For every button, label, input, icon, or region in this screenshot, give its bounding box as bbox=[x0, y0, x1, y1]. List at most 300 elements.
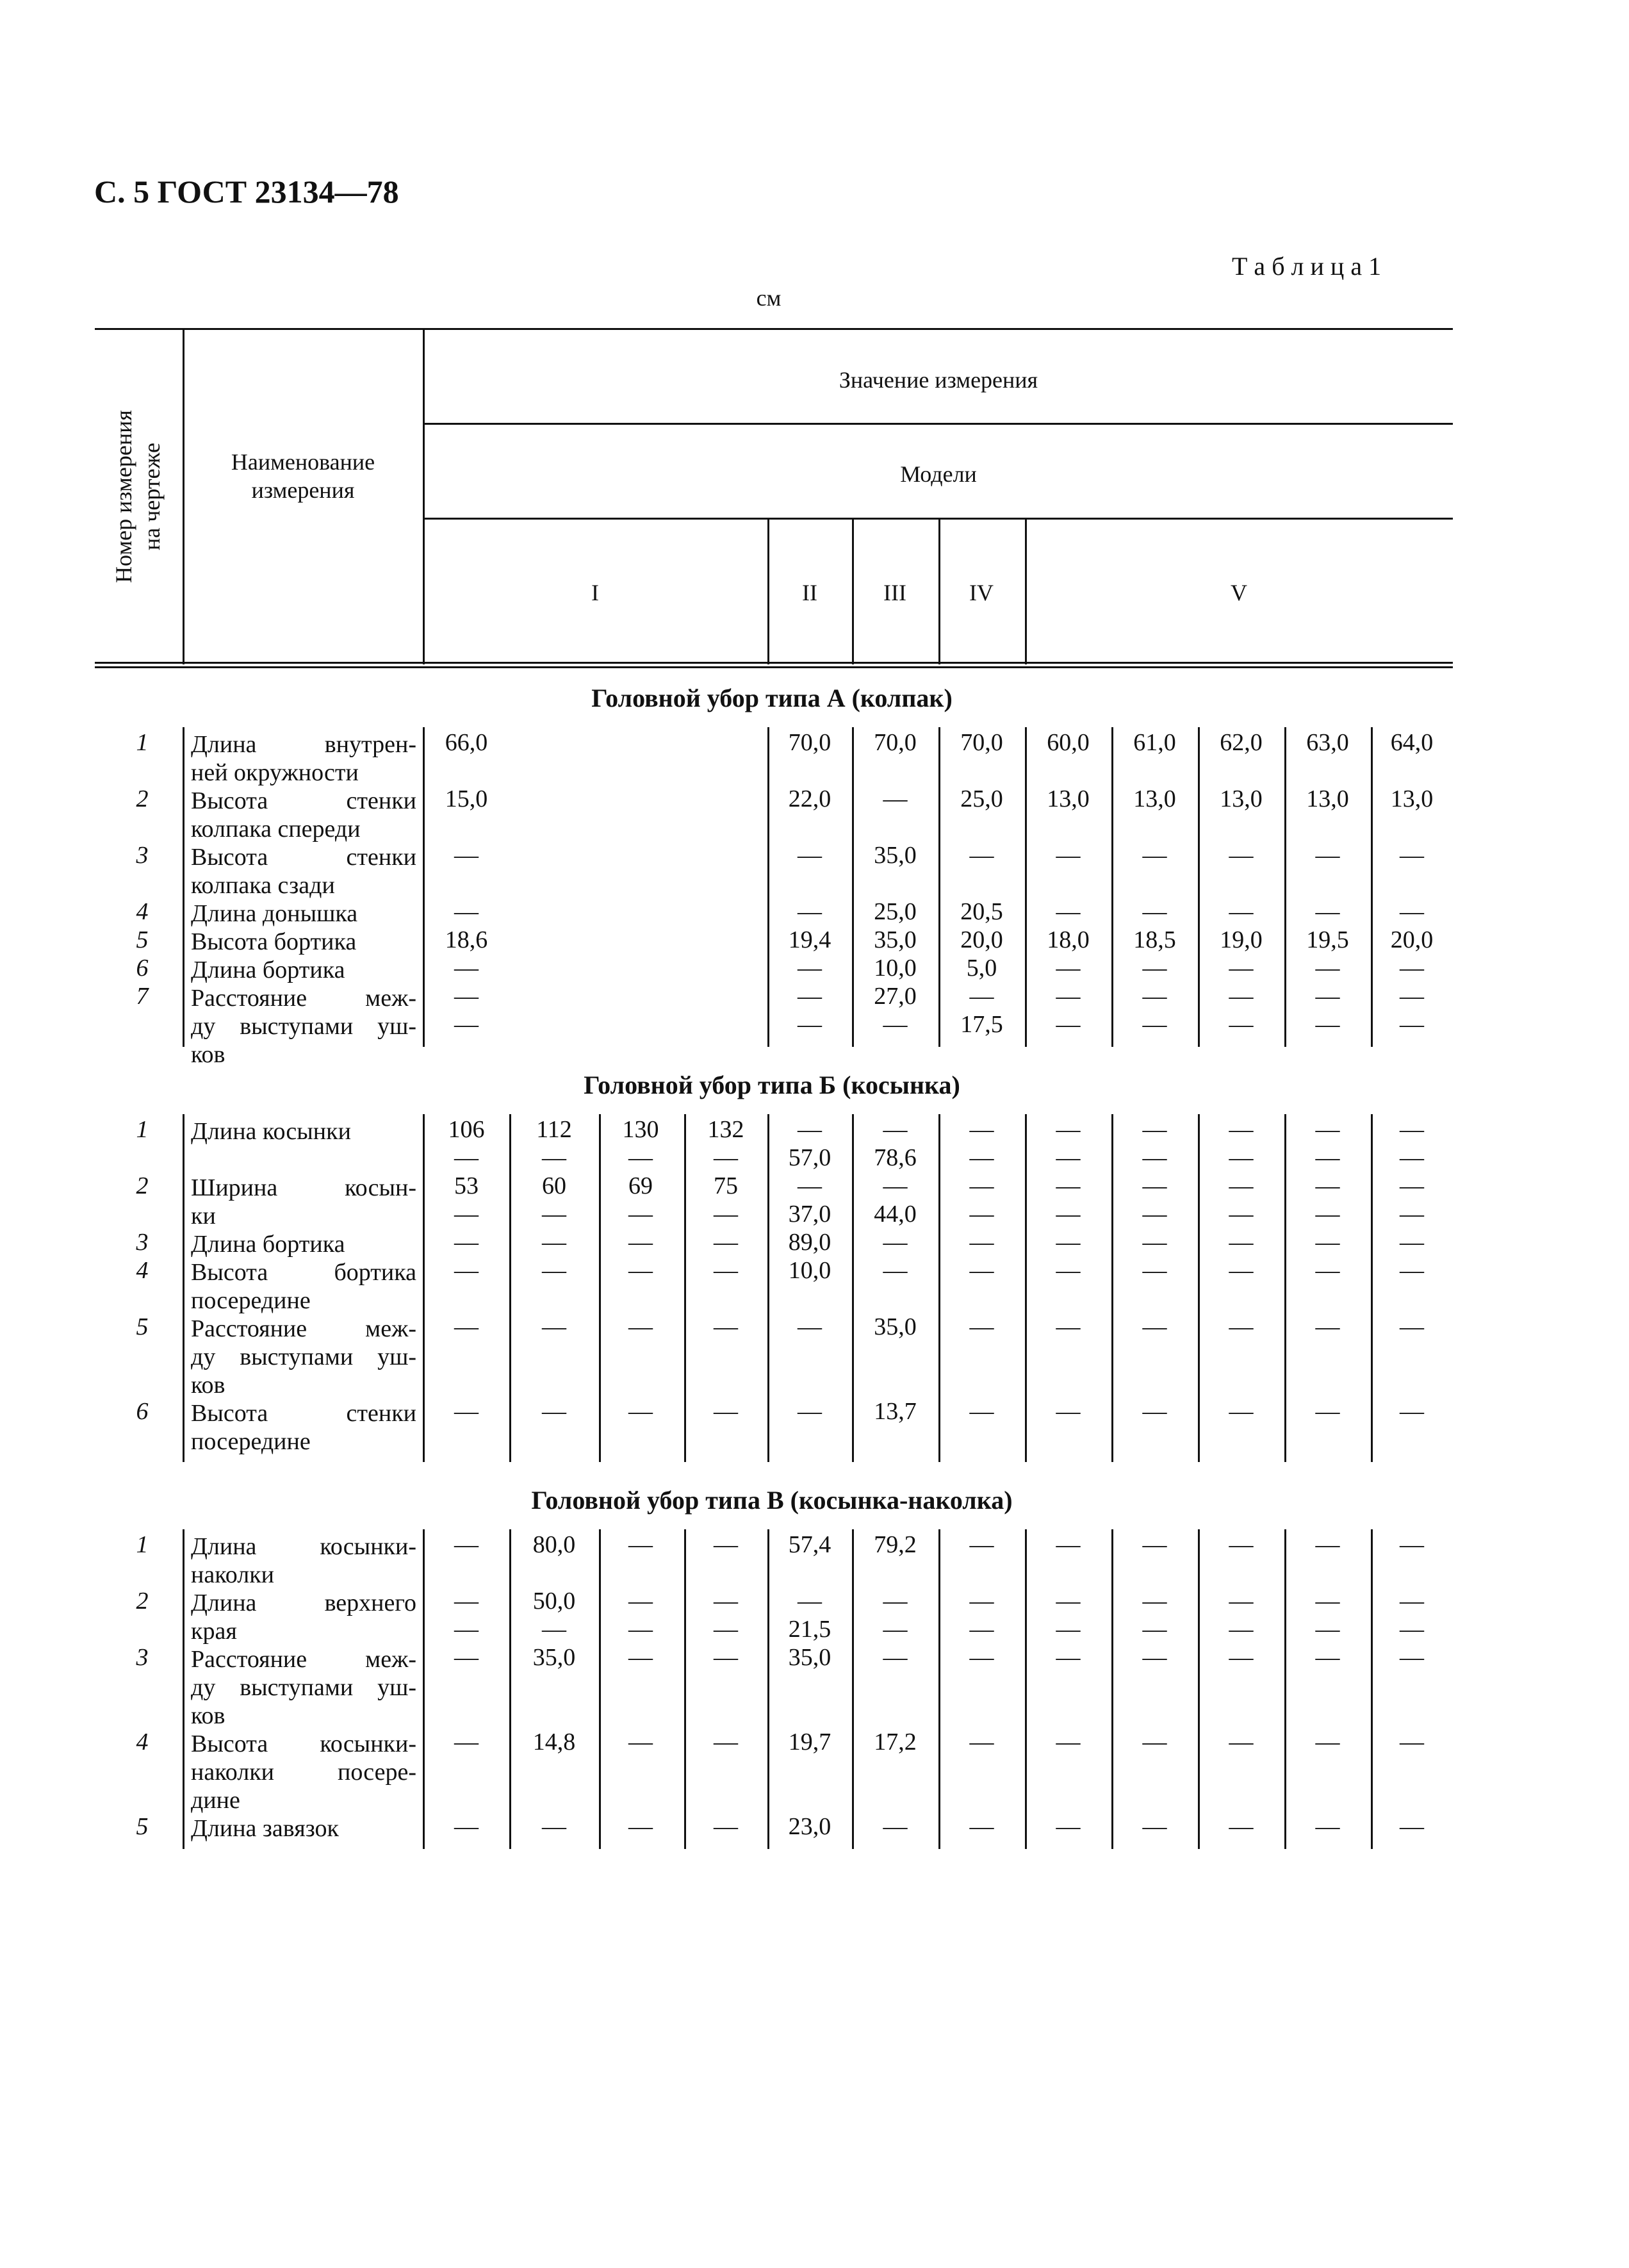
value-cell: — bbox=[454, 1201, 479, 1228]
value-cell: 64,0 bbox=[1390, 729, 1434, 756]
value-cell: 25,0 bbox=[960, 785, 1003, 812]
value-cell: 70,0 bbox=[960, 729, 1003, 756]
value-cell: — bbox=[1142, 1011, 1167, 1038]
value-cell: — bbox=[1142, 1729, 1167, 1755]
value-cell: — bbox=[1229, 1398, 1254, 1425]
section-vline bbox=[423, 727, 425, 1047]
value-cell: 44,0 bbox=[874, 1201, 917, 1228]
value-cell: — bbox=[454, 1729, 479, 1755]
measure-name: наколки посере- bbox=[191, 1759, 416, 1786]
value-cell: — bbox=[1400, 983, 1424, 1010]
value-cell: — bbox=[798, 1313, 822, 1340]
value-cell: — bbox=[454, 842, 479, 869]
section-vline bbox=[684, 1114, 686, 1462]
section-vline bbox=[1198, 727, 1200, 1047]
measure-name: ду выступами уш- bbox=[191, 1013, 416, 1040]
value-cell: 35,0 bbox=[788, 1644, 831, 1671]
col-measure-number-header bbox=[110, 410, 166, 583]
measure-name: посередине bbox=[191, 1428, 311, 1455]
measure-name: дине bbox=[191, 1787, 240, 1814]
header-vline-model-2 bbox=[938, 518, 940, 664]
measure-name: Высота стенки bbox=[191, 844, 416, 871]
value-cell: — bbox=[454, 898, 479, 925]
unit-label: см bbox=[756, 285, 782, 311]
value-cell: — bbox=[1056, 842, 1081, 869]
value-cell: — bbox=[1315, 1531, 1340, 1558]
value-cell: — bbox=[628, 1531, 653, 1558]
value-cell: — bbox=[1400, 1172, 1424, 1199]
value-cell: — bbox=[969, 1588, 994, 1615]
value-cell: — bbox=[1400, 1116, 1424, 1143]
value-cell: — bbox=[1142, 1116, 1167, 1143]
value-cell: 53 bbox=[454, 1172, 479, 1199]
section-vline bbox=[1111, 1529, 1113, 1849]
value-cell: — bbox=[1315, 1644, 1340, 1671]
value-cell: — bbox=[454, 1229, 479, 1256]
value-cell: — bbox=[1400, 1313, 1424, 1340]
value-cell: 35,0 bbox=[874, 1313, 917, 1340]
value-cell: — bbox=[798, 955, 822, 982]
section-vline bbox=[1371, 1114, 1373, 1462]
value-cell: 19,5 bbox=[1306, 926, 1349, 953]
measure-name: Расстояние меж- bbox=[191, 985, 416, 1012]
measure-name: колпака спереди bbox=[191, 816, 361, 842]
value-cell: — bbox=[1315, 1229, 1340, 1256]
value-cell: — bbox=[1400, 1398, 1424, 1425]
value-cell: 20,0 bbox=[1390, 926, 1434, 953]
measure-name: Высота косынки- bbox=[191, 1730, 416, 1757]
value-cell: 19,4 bbox=[788, 926, 831, 953]
value-cell: — bbox=[1056, 955, 1081, 982]
value-cell: 25,0 bbox=[874, 898, 917, 925]
value-cell: — bbox=[1142, 1229, 1167, 1256]
value-cell: — bbox=[454, 1398, 479, 1425]
value-cell: — bbox=[454, 1144, 479, 1171]
header-rule-value bbox=[423, 423, 1453, 425]
model-label-II: II bbox=[802, 580, 817, 605]
value-cell: — bbox=[969, 842, 994, 869]
model-label-I: I bbox=[591, 580, 599, 605]
section-vline bbox=[1198, 1114, 1200, 1462]
measure-name: Длина верхнего bbox=[191, 1590, 416, 1616]
value-cell: — bbox=[454, 1011, 479, 1038]
value-cell: — bbox=[1056, 1144, 1081, 1171]
value-cell: 66,0 bbox=[445, 729, 488, 756]
measure-number: 1 bbox=[136, 1116, 149, 1143]
value-cell: — bbox=[714, 1313, 738, 1340]
value-cell: 57,0 bbox=[788, 1144, 831, 1171]
value-cell: — bbox=[714, 1229, 738, 1256]
value-cell: — bbox=[969, 1201, 994, 1228]
section-vline bbox=[852, 1114, 854, 1462]
value-cell: — bbox=[969, 983, 994, 1010]
value-cell: — bbox=[1056, 1644, 1081, 1671]
section-vline bbox=[1284, 1529, 1286, 1849]
value-cell: — bbox=[628, 1313, 653, 1340]
value-cell: 35,0 bbox=[874, 842, 917, 869]
value-cell: — bbox=[1142, 983, 1167, 1010]
measure-name: Высота бортика bbox=[191, 1259, 416, 1286]
value-cell: — bbox=[883, 1616, 908, 1643]
measure-number: 5 bbox=[136, 1313, 149, 1340]
value-cell: — bbox=[1315, 1201, 1340, 1228]
section-vline bbox=[599, 1529, 601, 1849]
value-cell: — bbox=[1400, 1729, 1424, 1755]
value-cell: 63,0 bbox=[1306, 729, 1349, 756]
value-cell: — bbox=[628, 1729, 653, 1755]
value-cell: — bbox=[1315, 1144, 1340, 1171]
value-cell: — bbox=[1056, 898, 1081, 925]
value-cell: — bbox=[1229, 1616, 1254, 1643]
value-cell: — bbox=[1142, 1644, 1167, 1671]
measure-name: Расстояние меж- bbox=[191, 1315, 416, 1342]
value-cell: — bbox=[454, 1531, 479, 1558]
value-cell: 130 bbox=[622, 1116, 659, 1143]
value-cell: — bbox=[454, 1588, 479, 1615]
value-cell: — bbox=[969, 1531, 994, 1558]
section-vline bbox=[684, 1529, 686, 1849]
value-cell: — bbox=[969, 1229, 994, 1256]
value-cell: — bbox=[798, 1011, 822, 1038]
measure-number: 2 bbox=[136, 1588, 149, 1615]
section-vline bbox=[938, 1114, 940, 1462]
value-cell: — bbox=[454, 1616, 479, 1643]
value-cell: — bbox=[454, 1813, 479, 1840]
value-cell: — bbox=[798, 1116, 822, 1143]
value-cell: — bbox=[1315, 1616, 1340, 1643]
value-cell: — bbox=[542, 1813, 566, 1840]
value-cell: — bbox=[1229, 1172, 1254, 1199]
page-title: С. 5 ГОСТ 23134—78 bbox=[94, 174, 399, 210]
header-top-rule bbox=[95, 328, 1453, 330]
value-cell: — bbox=[1142, 1257, 1167, 1284]
value-cell: — bbox=[1229, 1588, 1254, 1615]
value-cell: — bbox=[1142, 1172, 1167, 1199]
value-cell: — bbox=[1142, 1813, 1167, 1840]
value-cell: 13,7 bbox=[874, 1398, 917, 1425]
value-cell: 19,7 bbox=[788, 1729, 831, 1755]
value-cell: — bbox=[628, 1398, 653, 1425]
value-cell: 13,0 bbox=[1047, 785, 1090, 812]
section-vline bbox=[767, 727, 769, 1047]
measure-number: 6 bbox=[136, 1398, 149, 1425]
value-cell: 62,0 bbox=[1220, 729, 1263, 756]
value-cell: — bbox=[542, 1201, 566, 1228]
value-cell: — bbox=[454, 983, 479, 1010]
section-title: Головной убор типа В (косынка-наколка) bbox=[531, 1486, 1013, 1515]
value-cell: — bbox=[883, 1116, 908, 1143]
section-vline bbox=[1371, 727, 1373, 1047]
measure-name: края bbox=[191, 1618, 237, 1645]
value-cell: — bbox=[1229, 1813, 1254, 1840]
section-vline bbox=[509, 1114, 511, 1462]
section-title: Головной убор типа Б (косынка) bbox=[584, 1071, 960, 1099]
col-number-line: Номер измерения bbox=[111, 410, 136, 583]
value-cell: — bbox=[1142, 1531, 1167, 1558]
measure-name: Длина косынки- bbox=[191, 1533, 416, 1560]
value-cell: — bbox=[454, 1644, 479, 1671]
value-cell: — bbox=[1315, 1011, 1340, 1038]
value-cell: — bbox=[454, 1257, 479, 1284]
value-cell: — bbox=[628, 1588, 653, 1615]
value-cell: — bbox=[542, 1144, 566, 1171]
measure-name: Длина косынки bbox=[191, 1118, 351, 1145]
section-vline bbox=[852, 1529, 854, 1849]
section-title: Головной убор типа А (колпак) bbox=[591, 684, 953, 712]
measure-name: Длина завязок bbox=[191, 1815, 339, 1842]
measure-name: Длина внутрен- bbox=[191, 731, 416, 758]
value-cell: — bbox=[714, 1201, 738, 1228]
value-cell: — bbox=[1400, 1229, 1424, 1256]
section-vline bbox=[852, 727, 854, 1047]
value-cell: — bbox=[1229, 842, 1254, 869]
measure-number: 7 bbox=[136, 983, 149, 1010]
value-cell: — bbox=[1400, 1644, 1424, 1671]
measure-name: Длина бортика bbox=[191, 1231, 345, 1258]
value-cell: — bbox=[1400, 1588, 1424, 1615]
section-vline bbox=[1025, 1114, 1027, 1462]
section-vline bbox=[1111, 1114, 1113, 1462]
value-cell: — bbox=[1056, 1201, 1081, 1228]
section-vline bbox=[1284, 1114, 1286, 1462]
section-vline bbox=[767, 1529, 769, 1849]
table-label: Т а б л и ц а 1 bbox=[1232, 252, 1382, 281]
value-cell: — bbox=[1056, 1116, 1081, 1143]
value-cell: — bbox=[1229, 1229, 1254, 1256]
value-cell: — bbox=[1315, 1257, 1340, 1284]
measure-name: ков bbox=[191, 1041, 225, 1068]
value-cell: — bbox=[1315, 842, 1340, 869]
value-cell: 13,0 bbox=[1306, 785, 1349, 812]
value-cell: — bbox=[714, 1813, 738, 1840]
value-cell: — bbox=[883, 1588, 908, 1615]
value-cell: 89,0 bbox=[788, 1229, 831, 1256]
value-cell: — bbox=[1142, 1313, 1167, 1340]
measure-name: колпака сзади bbox=[191, 872, 335, 899]
value-cell: — bbox=[628, 1201, 653, 1228]
section-vline bbox=[599, 1114, 601, 1462]
value-cell: — bbox=[1142, 955, 1167, 982]
value-cell: — bbox=[1315, 1813, 1340, 1840]
measure-number: 5 bbox=[136, 1813, 149, 1840]
value-cell: 106 bbox=[448, 1116, 485, 1143]
measure-number: 5 bbox=[136, 926, 149, 953]
value-cell: — bbox=[969, 1398, 994, 1425]
value-cell: — bbox=[1400, 1531, 1424, 1558]
value-cell: — bbox=[628, 1229, 653, 1256]
header-vline-model-0 bbox=[767, 518, 769, 664]
measure-name: Длина донышка bbox=[191, 900, 358, 927]
value-cell: — bbox=[1400, 1813, 1424, 1840]
value-cell: 20,5 bbox=[960, 898, 1003, 925]
value-cell: — bbox=[883, 1257, 908, 1284]
value-cell: — bbox=[714, 1644, 738, 1671]
section-vline bbox=[1111, 727, 1113, 1047]
value-cell: — bbox=[542, 1257, 566, 1284]
header-rule-models bbox=[423, 518, 1453, 520]
value-cell: — bbox=[1142, 1398, 1167, 1425]
value-cell: — bbox=[1229, 1257, 1254, 1284]
value-cell: — bbox=[1056, 1257, 1081, 1284]
value-cell: — bbox=[542, 1229, 566, 1256]
value-cell: — bbox=[1229, 955, 1254, 982]
section-vline bbox=[423, 1114, 425, 1462]
value-cell: — bbox=[628, 1616, 653, 1643]
measure-number: 1 bbox=[136, 729, 149, 756]
value-cell: — bbox=[798, 898, 822, 925]
col-number-line: на чертеже bbox=[139, 443, 165, 550]
measure-name: ков bbox=[191, 1702, 225, 1729]
value-cell: — bbox=[714, 1257, 738, 1284]
value-cell: — bbox=[542, 1616, 566, 1643]
measure-number: 3 bbox=[136, 1644, 149, 1671]
value-cell: — bbox=[969, 1144, 994, 1171]
measure-name: Длина бортика bbox=[191, 957, 345, 983]
header-vline-model-1 bbox=[852, 518, 854, 664]
value-cell: 27,0 bbox=[874, 983, 917, 1010]
value-cell: — bbox=[1142, 1616, 1167, 1643]
value-cell: — bbox=[1056, 1011, 1081, 1038]
value-cell: 17,5 bbox=[960, 1011, 1003, 1038]
value-cell: — bbox=[1400, 842, 1424, 869]
value-cell: 13,0 bbox=[1220, 785, 1263, 812]
section-vline bbox=[1371, 1529, 1373, 1849]
value-cell: — bbox=[883, 1011, 908, 1038]
value-cell: 13,0 bbox=[1133, 785, 1176, 812]
value-cell: — bbox=[969, 1616, 994, 1643]
measure-number: 4 bbox=[136, 1729, 149, 1755]
value-cell: — bbox=[1229, 1644, 1254, 1671]
measure-name: наколки bbox=[191, 1561, 274, 1588]
measure-name: Ширина косын- bbox=[191, 1174, 416, 1201]
value-cell: — bbox=[969, 1813, 994, 1840]
section-vline bbox=[1198, 1529, 1200, 1849]
value-cell: 78,6 bbox=[874, 1144, 917, 1171]
value-cell: — bbox=[798, 842, 822, 869]
measure-name: ду выступами уш- bbox=[191, 1674, 416, 1701]
value-cell: — bbox=[1056, 1313, 1081, 1340]
measure-name: Высота стенки bbox=[191, 787, 416, 814]
value-cell: 14,8 bbox=[532, 1729, 576, 1755]
value-cell: 80,0 bbox=[532, 1531, 576, 1558]
value-cell: 19,0 bbox=[1220, 926, 1263, 953]
section-vline bbox=[423, 1529, 425, 1849]
value-cell: — bbox=[1142, 1588, 1167, 1615]
measure-name: Высота бортика bbox=[191, 928, 357, 955]
value-cell: — bbox=[714, 1729, 738, 1755]
value-cell: 17,2 bbox=[874, 1729, 917, 1755]
value-cell: — bbox=[969, 1257, 994, 1284]
value-cell: — bbox=[1056, 1588, 1081, 1615]
value-cell: — bbox=[714, 1531, 738, 1558]
value-cell: 60 bbox=[542, 1172, 566, 1199]
col-name-header: измерения bbox=[251, 477, 355, 503]
value-cell: — bbox=[714, 1616, 738, 1643]
section-vline bbox=[767, 1114, 769, 1462]
value-cell: — bbox=[1315, 1116, 1340, 1143]
model-label-III: III bbox=[883, 580, 906, 605]
value-cell: — bbox=[628, 1144, 653, 1171]
value-cell: — bbox=[1229, 1531, 1254, 1558]
value-cell: 13,0 bbox=[1390, 785, 1434, 812]
models-header: Модели bbox=[900, 461, 977, 487]
value-cell: — bbox=[1229, 1313, 1254, 1340]
value-cell: — bbox=[1400, 898, 1424, 925]
measure-number: 2 bbox=[136, 1172, 149, 1199]
measure-name: ки bbox=[191, 1203, 216, 1229]
value-cell: — bbox=[969, 1172, 994, 1199]
value-cell: — bbox=[1315, 1172, 1340, 1199]
value-cell: — bbox=[798, 1398, 822, 1425]
value-cell: 5,0 bbox=[966, 955, 997, 982]
section-vline bbox=[509, 1529, 511, 1849]
value-cell: — bbox=[1229, 1201, 1254, 1228]
value-cell: — bbox=[714, 1398, 738, 1425]
header-vline-model-3 bbox=[1025, 518, 1027, 664]
value-cell: — bbox=[542, 1398, 566, 1425]
header-vline-name bbox=[183, 328, 184, 664]
value-cell: 79,2 bbox=[874, 1531, 917, 1558]
header-bottom-rule-2 bbox=[95, 666, 1453, 668]
value-cell: — bbox=[798, 983, 822, 1010]
value-cell: 57,4 bbox=[788, 1531, 831, 1558]
value-cell: 22,0 bbox=[788, 785, 831, 812]
value-cell: — bbox=[1056, 1616, 1081, 1643]
value-cell: 112 bbox=[536, 1116, 572, 1143]
value-cell: — bbox=[883, 1229, 908, 1256]
value-cell: 10,0 bbox=[874, 955, 917, 982]
value-cell: — bbox=[628, 1644, 653, 1671]
value-cell: — bbox=[1400, 1616, 1424, 1643]
value-cell: 18,0 bbox=[1047, 926, 1090, 953]
measure-number: 1 bbox=[136, 1531, 149, 1558]
model-label-IV: IV bbox=[969, 580, 994, 605]
value-cell: — bbox=[1315, 1398, 1340, 1425]
value-cell: — bbox=[1400, 1011, 1424, 1038]
section-vline bbox=[183, 1114, 184, 1462]
value-cell: — bbox=[1400, 1201, 1424, 1228]
measure-name: ков bbox=[191, 1372, 225, 1399]
value-cell: — bbox=[454, 1313, 479, 1340]
section-vline bbox=[1025, 727, 1027, 1047]
value-cell: 20,0 bbox=[960, 926, 1003, 953]
measure-name: Высота стенки bbox=[191, 1400, 416, 1427]
value-cell: — bbox=[1315, 1313, 1340, 1340]
value-cell: — bbox=[628, 1813, 653, 1840]
value-cell: — bbox=[1142, 1144, 1167, 1171]
section-vline bbox=[1284, 727, 1286, 1047]
measure-number: 4 bbox=[136, 1257, 149, 1284]
value-cell: — bbox=[628, 1257, 653, 1284]
value-cell: 18,5 bbox=[1133, 926, 1176, 953]
section-vline bbox=[183, 727, 184, 1047]
value-cell: — bbox=[1315, 1729, 1340, 1755]
value-cell: 21,5 bbox=[788, 1616, 831, 1643]
value-cell: — bbox=[1056, 1729, 1081, 1755]
value-cell: — bbox=[1400, 1144, 1424, 1171]
section-vline bbox=[1025, 1529, 1027, 1849]
measure-number: 4 bbox=[136, 898, 149, 925]
value-cell: — bbox=[1229, 983, 1254, 1010]
value-cell: — bbox=[1056, 983, 1081, 1010]
value-cell: 132 bbox=[707, 1116, 744, 1143]
value-cell: — bbox=[1056, 1531, 1081, 1558]
value-cell: 35,0 bbox=[532, 1644, 576, 1671]
value-cell: 15,0 bbox=[445, 785, 488, 812]
value-cell: 70,0 bbox=[788, 729, 831, 756]
value-cell: — bbox=[883, 1813, 908, 1840]
value-cell: — bbox=[1142, 842, 1167, 869]
